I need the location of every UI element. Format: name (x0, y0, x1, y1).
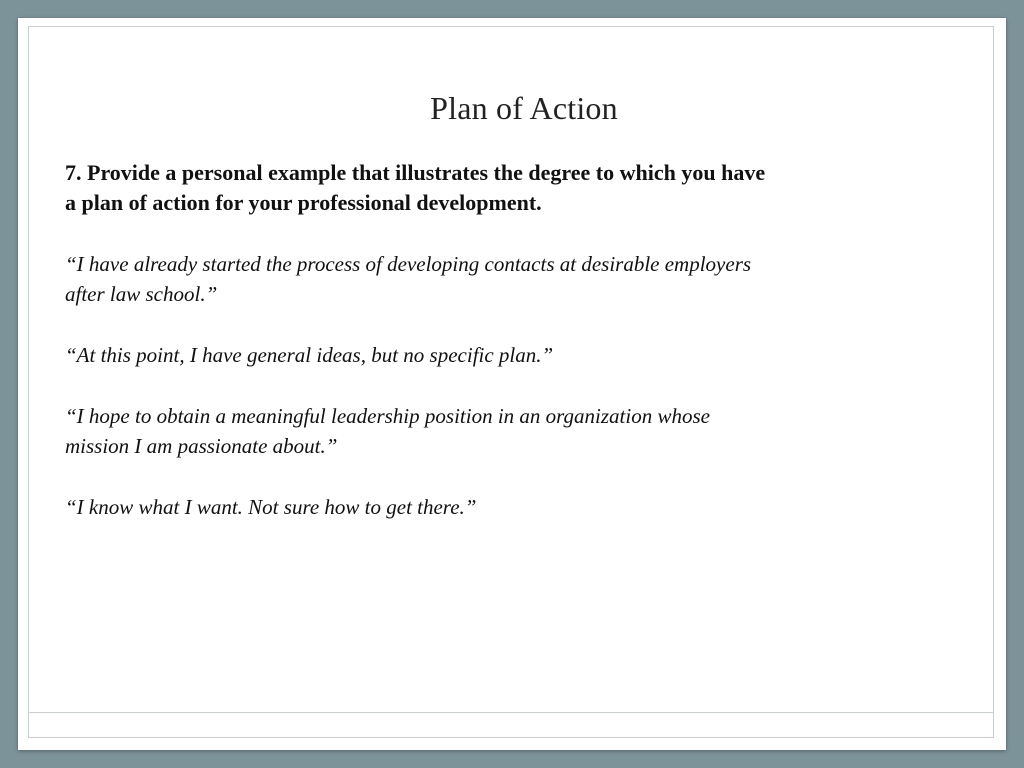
quote-1-line-2: after law school.” (65, 282, 218, 306)
quote-1 (65, 249, 945, 309)
quote-3-line-2: mission I am passionate about.” (65, 434, 338, 458)
quote-4-line-1: “I know what I want. Not sure how to get there.” (65, 495, 477, 519)
question-line-1: 7. Provide a personal example that illustrates the degree to which you have (65, 160, 766, 185)
quote-2 (65, 340, 945, 370)
quote-1-line-1: “I have already started the process of developing contacts at desirable employers (65, 252, 752, 276)
slide (18, 18, 1006, 750)
footer-divider (28, 712, 994, 713)
quote-2-line-1: “At this point, I have general ideas, but no specific plan.” (65, 343, 554, 367)
question-text (65, 158, 945, 218)
slide-title: Plan of Action (430, 90, 618, 126)
question-line-2: a plan of action for your professional development. (65, 190, 542, 215)
quote-4 (65, 492, 945, 522)
slide-body (65, 158, 945, 522)
quote-3-line-1: “I hope to obtain a meaningful leadership position in an organization whose (65, 404, 710, 428)
quote-3 (65, 401, 945, 461)
